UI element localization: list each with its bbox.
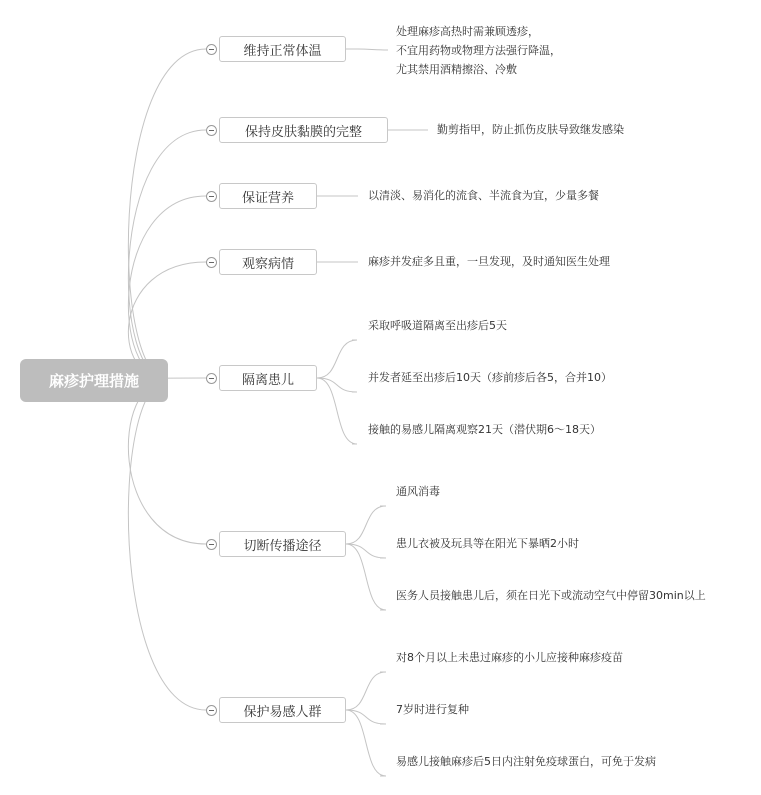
branch-nutrition[interactable]: 保证营养 [219, 183, 317, 209]
leaf-observe-condition-note: 麻疹并发症多且重，一旦发现，及时通知医生处理 [368, 255, 610, 268]
leaf-protect-1: 对8个月以上未患过麻疹的小儿应接种麻疹疫苗 [396, 651, 623, 664]
leaf-transmission-3: 医务人员接触患儿后，须在日光下或流动空气中停留30min以上 [396, 589, 706, 602]
collapse-toggle-icon[interactable] [206, 373, 217, 384]
collapse-toggle-icon[interactable] [206, 539, 217, 550]
branch-cut-transmission[interactable]: 切断传播途径 [219, 531, 346, 557]
leaf-body-temperature-note: 处理麻疹高热时需兼顾透疹， 不宜用药物或物理方法强行降温， 尤其禁用酒精擦浴、冷敷 [396, 25, 561, 76]
branch-protect-susceptible[interactable]: 保护易感人群 [219, 697, 346, 723]
leaf-protect-3: 易感儿接触麻疹后5日内注射免疫球蛋白，可免于发病 [396, 755, 656, 768]
branch-observe-condition[interactable]: 观察病情 [219, 249, 317, 275]
branch-leaf-connector [317, 378, 357, 444]
leaf-isolation-1: 采取呼吸道隔离至出疹后5天 [368, 319, 507, 332]
leaf-transmission-1: 通风消毒 [396, 485, 440, 498]
branch-leaf-connector [317, 340, 357, 378]
collapse-toggle-icon[interactable] [206, 705, 217, 716]
collapse-toggle-icon[interactable] [206, 191, 217, 202]
leaf-protect-2: 7岁时进行复种 [396, 703, 469, 716]
root-topic[interactable]: 麻疹护理措施 [20, 359, 168, 402]
leaf-isolation-3: 接触的易感儿隔离观察21天（潜伏期6～18天） [368, 423, 601, 436]
root-branch-connector [128, 380, 206, 710]
leaf-nutrition-note: 以清淡、易消化的流食、半流食为宜，少量多餐 [368, 189, 599, 202]
root-branch-connector [128, 380, 206, 544]
branch-leaf-connector [346, 506, 386, 544]
branch-leaf-connector [346, 672, 386, 710]
branch-leaf-connector [346, 49, 388, 50]
leaf-skin-mucosa-note: 勤剪指甲，防止抓伤皮肤导致继发感染 [437, 123, 624, 136]
collapse-toggle-icon[interactable] [206, 125, 217, 136]
branch-body-temperature[interactable]: 维持正常体温 [219, 36, 346, 62]
branch-leaf-connector [346, 544, 386, 610]
branch-skin-mucosa[interactable]: 保持皮肤黏膜的完整 [219, 117, 388, 143]
root-branch-connector [128, 49, 206, 380]
collapse-toggle-icon[interactable] [206, 257, 217, 268]
leaf-isolation-2: 并发者延至出疹后10天（疹前疹后各5，合并10） [368, 371, 612, 384]
branch-leaf-connector [346, 710, 386, 776]
leaf-transmission-2: 患儿衣被及玩具等在阳光下暴晒2小时 [396, 537, 579, 550]
branch-isolation[interactable]: 隔离患儿 [219, 365, 317, 391]
collapse-toggle-icon[interactable] [206, 44, 217, 55]
